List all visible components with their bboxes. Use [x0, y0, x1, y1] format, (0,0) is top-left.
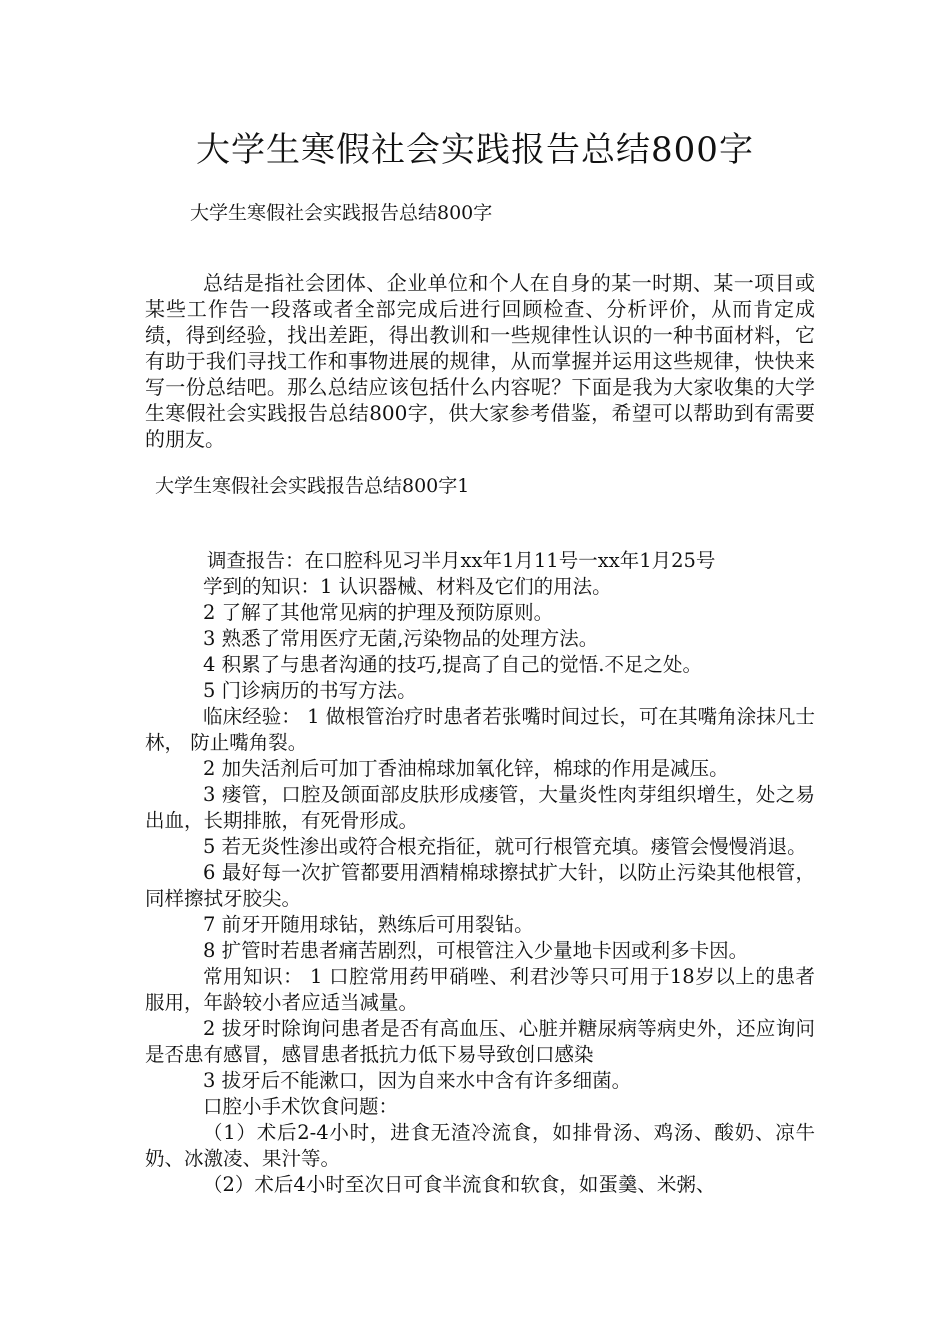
body-paragraph: 2 加失活剂后可加丁香油棉球加氧化锌，棉球的作用是减压。 — [203, 757, 729, 780]
document-subtitle: 大学生寒假社会实践报告总结800字 — [190, 202, 493, 224]
body-paragraph: 3 瘘管，口腔及颌面部皮肤形成瘘管，大量炎性肉芽组织增生，处之易出血，长期排脓，有死骨形成。 — [145, 783, 815, 832]
body-paragraph: 3 拔牙后不能漱口，因为自来水中含有许多细菌。 — [203, 1069, 632, 1092]
body-paragraph: 常用知识： 1 口腔常用药甲硝唑、利君沙等只可用于18岁以上的患者服用，年龄较小者应适当减量。 — [145, 965, 815, 1014]
section-heading: 大学生寒假社会实践报告总结800字1 — [155, 475, 470, 497]
body-paragraph: 5 若无炎性渗出或符合根充指征，就可行根管充填。瘘管会慢慢消退。 — [203, 835, 807, 858]
body-paragraph: 临床经验： 1 做根管治疗时患者若张嘴时间过长，可在其嘴角涂抹凡士林， 防止嘴角裂。 — [145, 705, 815, 754]
report-body — [145, 548, 815, 1198]
body-paragraph: （2）术后4小时至次日可食半流食和软食，如蛋羹、米粥、 — [203, 1173, 716, 1196]
body-paragraph: 5 门诊病历的书写方法。 — [203, 679, 417, 702]
body-paragraph: 4 积累了与患者沟通的技巧,提高了自己的觉悟.不足之处。 — [203, 653, 703, 676]
body-paragraph: （1）术后2-4小时，进食无渣冷流食，如排骨汤、鸡汤、酸奶、凉牛奶、冰激凌、果汁等。 — [145, 1121, 815, 1170]
body-paragraph: 7 前牙开随用球钻，熟练后可用裂钻。 — [203, 913, 534, 936]
body-paragraph: 口腔小手术饮食问题： — [203, 1095, 399, 1118]
intro-paragraph: 总结是指社会团体、企业单位和个人在自身的某一时期、某一项目或某些工作告一段落或者全部完成后进行回顾检查、分析评价，从而肯定成绩，得到经验，找出差距，得出教训和一些规律性认识的一种书面材料，它有助于我们寻找工作和事物进展的规律，从而掌握并运用这些规律，快快来写一份总结吧。那么总结应该包括什么内容呢？下面是我为大家收集的大学生寒假社会实践报告总结800字，供大家参考借鉴，希望可以帮助到有需要的朋友。 — [145, 271, 815, 451]
body-paragraph: 2 拔牙时除询问患者是否有高血压、心脏并糖尿病等病史外，还应询问是否患有感冒，感冒患者抵抗力低下易导致创口感染 — [145, 1017, 815, 1066]
body-paragraph: 学到的知识：1 认识器械、材料及它们的用法。 — [203, 575, 612, 598]
body-paragraph: 8 扩管时若患者痛苦剧烈，可根管注入少量地卡因或利多卡因。 — [203, 939, 749, 962]
body-paragraph: 2 了解了其他常见病的护理及预防原则。 — [203, 601, 554, 624]
body-paragraph: 调查报告：在口腔科见习半月xx年1月11号一xx年1月25号 — [207, 549, 716, 572]
body-paragraph: 6 最好每一次扩管都要用酒精棉球擦拭扩大针，以防止污染其他根管，同样擦拭牙胶尖。 — [145, 861, 815, 910]
document-title: 大学生寒假社会实践报告总结800字 — [196, 130, 754, 170]
body-paragraph: 3 熟悉了常用医疗无菌,污染物品的处理方法。 — [203, 627, 599, 650]
